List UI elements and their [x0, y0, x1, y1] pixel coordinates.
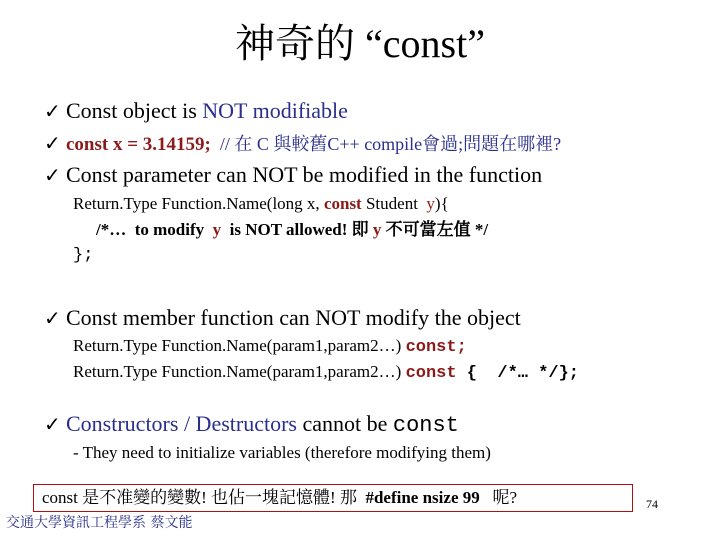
- check-mark-icon: ✓: [44, 306, 61, 330]
- check-mark-icon: ✓: [44, 131, 61, 155]
- code-text: { /*… */};: [456, 364, 580, 383]
- code-text: Return.Type Function.Name(param1,param2…): [73, 336, 406, 355]
- code-keyword: const;: [405, 338, 467, 357]
- bullet-const-x: [44, 129, 561, 159]
- bullet-text: Const object is: [66, 98, 203, 123]
- boxed-note: [33, 484, 633, 512]
- bullet-const-member-function: [44, 304, 521, 332]
- bullet-const-parameter: [44, 161, 542, 189]
- code2-line-1: [73, 334, 467, 360]
- check-mark-icon: ✓: [44, 412, 61, 436]
- code-line-3: };: [73, 246, 94, 265]
- code-comment: is NOT allowed! 即: [221, 220, 373, 239]
- bullet-text: cannot be: [296, 411, 393, 436]
- boxed-text: const 是不准變的變數! 也佔一塊記憶體! 那: [42, 488, 366, 507]
- bullet-text: Const parameter can NOT be modified in the function: [66, 162, 543, 187]
- code-text: Return.Type Function.Name(long x,: [73, 194, 324, 213]
- code-text: Student: [361, 194, 427, 213]
- code-line-1: [73, 192, 449, 216]
- footer-text: 交通大學資訊工程學系 蔡文能: [6, 515, 193, 531]
- code-line-2: [96, 218, 488, 242]
- bullet-emphasis: NOT modifiable: [202, 98, 348, 123]
- code-comment: /*… to modify: [96, 220, 213, 239]
- code-param: y: [372, 220, 382, 239]
- code-comment: 不可當左值 */: [381, 220, 489, 239]
- code-keyword: const: [405, 364, 457, 383]
- code2-line-2: [73, 360, 579, 386]
- bullet-code: const x = 3.14159;: [66, 134, 211, 155]
- code-text: ){: [434, 194, 449, 213]
- code-param: y: [426, 194, 435, 213]
- bullet-text: Const member function can NOT modify the object: [66, 305, 521, 330]
- boxed-text: 呢?: [479, 488, 518, 507]
- bullet-emphasis: Constructors / Destructors: [66, 411, 297, 436]
- code-keyword: const: [323, 194, 362, 213]
- bullet-const-object: [44, 97, 348, 125]
- code-text: Return.Type Function.Name(param1,param2…): [73, 362, 406, 381]
- code-param: y: [212, 220, 222, 239]
- slide-title: 神奇的 “const”: [235, 21, 485, 66]
- check-mark-icon: ✓: [44, 99, 61, 123]
- bullet-constructors: [44, 410, 459, 440]
- page-number: 74: [646, 497, 658, 511]
- boxed-code: #define nsize 99: [365, 488, 480, 507]
- sub-note: - They need to initialize variables (therefore modifying them): [73, 443, 491, 462]
- bullet-comment: // 在 C 與較舊C++ compile會過;問題在哪裡?: [210, 134, 562, 154]
- check-mark-icon: ✓: [44, 163, 61, 187]
- bullet-keyword: const: [392, 413, 459, 438]
